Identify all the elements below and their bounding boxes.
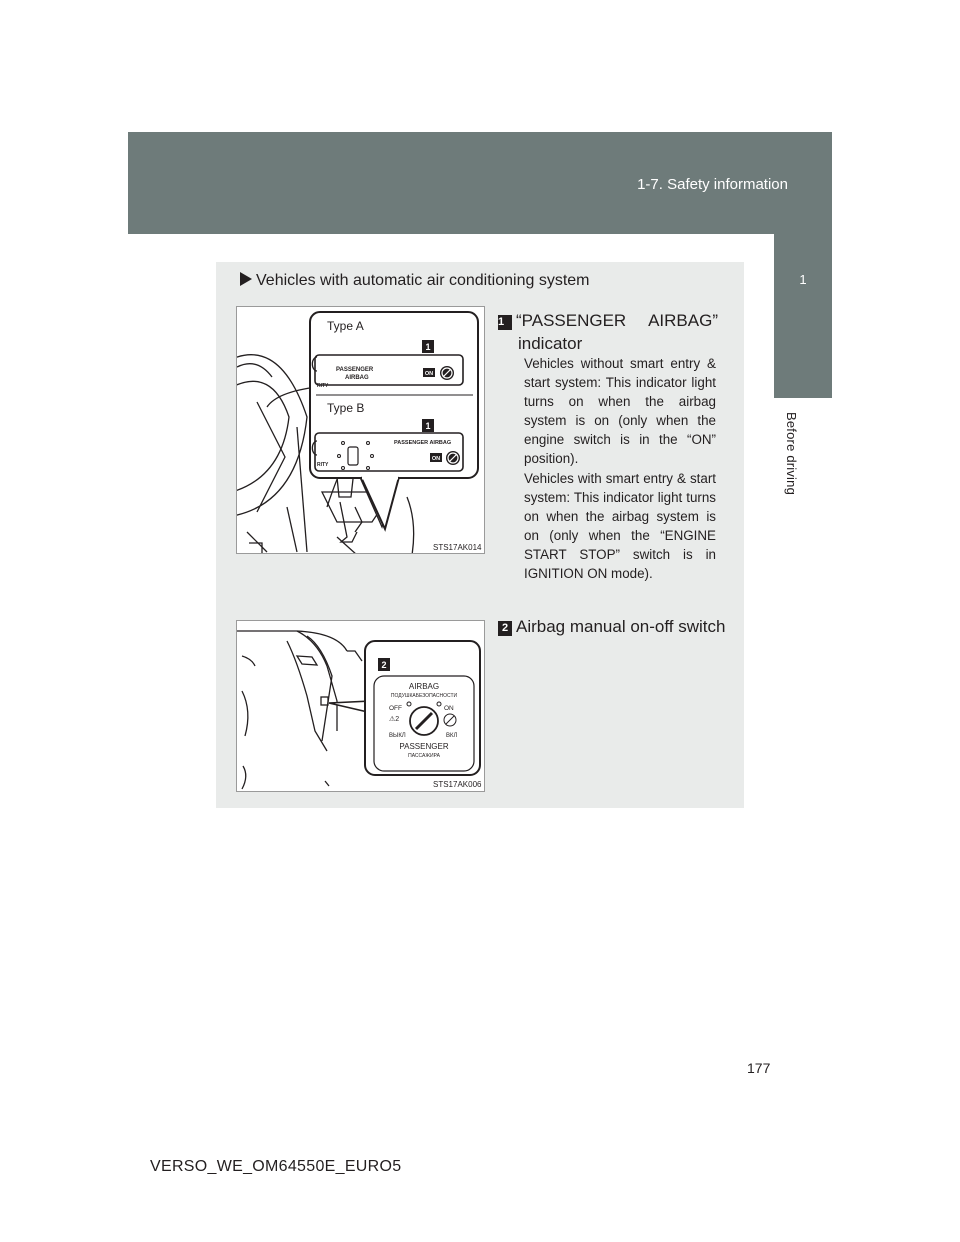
switch-off-ru-label: ВЫКЛ — [389, 733, 406, 739]
switch-on-label: ON — [444, 705, 454, 712]
switch-off-label: OFF — [389, 705, 402, 712]
type-b-label: Type B — [327, 401, 365, 415]
indicator-illustration — [236, 306, 485, 554]
switch-illustration — [236, 620, 485, 792]
document-footer: VERSO_WE_OM64550E_EURO5 — [150, 1158, 402, 1175]
callout-2: 2 — [381, 660, 387, 670]
triangle-bullet-icon — [240, 272, 252, 286]
chapter-tab — [774, 234, 832, 398]
dashboard-drawing — [237, 307, 485, 554]
chapter-number: 1 — [799, 272, 807, 287]
rity-text-b: RITY — [317, 462, 329, 468]
switch-on-ru-label: ВКЛ — [446, 733, 458, 739]
glovebox-drawing — [237, 621, 485, 792]
figure-code-2: STS17AK006 — [433, 780, 482, 789]
vehicle-type-heading: Vehicles with automatic air conditioning system — [240, 272, 590, 290]
item1-title-line2: indicator — [518, 334, 583, 353]
passenger-text: PASSENGER — [336, 367, 374, 373]
figure-code-1: STS17AK014 — [433, 543, 482, 552]
passenger-airbag-text: PASSENGER AIRBAG — [394, 440, 452, 446]
type-a-label: Type A — [327, 319, 364, 333]
switch-passenger-ru-label: ПАССАЖИРА — [408, 753, 440, 759]
airbag-off-icon: ⚠2 — [389, 716, 400, 723]
switch-airbag-ru-label: ПОДУШКАБЕЗОПАСНОСТИ — [390, 693, 458, 699]
on-indicator-b: ON — [431, 456, 441, 462]
switch-airbag-label: AIRBAG — [408, 682, 440, 691]
section-header — [128, 132, 832, 234]
page-number: 177 — [747, 1060, 771, 1076]
item1-paragraph-1: Vehicles without smart entry & start system: This indicator light turns on when the airbag system is on (only when the engine switch is in the “ON” position). — [524, 356, 716, 466]
item1-paragraph-2: Vehicles with smart entry & start system: This indicator light turns on when the airbag system is on (only when the “ENGINE START STOP” switch is in IGNITION ON mode). — [524, 471, 716, 581]
on-indicator-a: ON — [424, 371, 434, 377]
rity-text-a: RITY — [317, 383, 329, 389]
switch-passenger-label: PASSENGER — [399, 742, 449, 751]
callout-1b: 1 — [425, 421, 431, 431]
callout-1a: 1 — [425, 342, 431, 352]
airbag-text: AIRBAG — [345, 375, 369, 381]
chapter-label: Before driving — [784, 412, 799, 496]
item1-title-line1: 1 “PASSENGER AIRBAG” — [498, 311, 718, 330]
item2-title: 2 Airbag manual on-off switch — [498, 616, 725, 638]
badge-1-icon: 1 — [498, 315, 512, 330]
section-title: 1-7. Safety information — [637, 176, 788, 193]
badge-2-icon: 2 — [498, 621, 512, 636]
